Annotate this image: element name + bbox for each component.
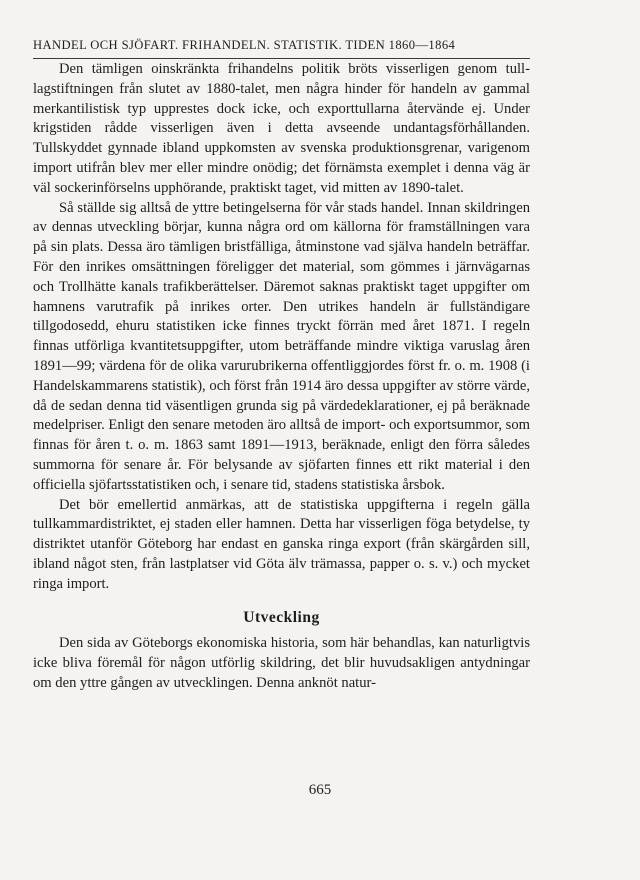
paragraph-3: Det bör emellertid anmärkas, att de statistiska uppgifterna i regeln gälla tullkammardistriktet, ej staden eller hamnen. Detta har visserligen föga betydelse, ty distriktet utanför Göteborg har endast en ganska ringa export (från skärgården sill, ibland något sten, från lastplatser vid Göta älv trämassa, papper o. s. v.) och mycket ringa import.: [33, 496, 530, 592]
section-heading: Utveckling: [243, 608, 320, 626]
body-text: [33, 60, 530, 694]
page-number: 665: [308, 782, 332, 798]
header-rule: [33, 58, 530, 59]
paragraph-2: Så ställde sig alltså de yttre betingelserna för vår stads handel. Innan skildringen av dennas utveckling börjar, kunna några ord om källorna för framställningen vara på sin plats. Dessa äro tämligen bristfälliga, åtminstone vad själva handeln beträffar. För den inrikes omsättningen föreligger det material, som gömmes i järnvägarnas och Trollhätte kanals trafikberättelser. Däremot saknas praktiskt taget uppgifter om hamnens varutrafik på inrikes orter. Den utrikes handeln är fullständigare tillgodosedd, ehuru statistiken icke finnes tryckt förrän med året 1871. I regeln finnas utförliga kvantitetsuppgifter, utom beträffande mindre viktiga varuslag åren 1891—99; värdena för de olika varurubrikerna offentliggjordes först fr. o. m. 1908 (i Handelskammarens statistik), och först från 1914 äro dessa uppgifter av större värde, då de sedan denna tid väsentligen grunda sig på värdedeklarationer, ej på beräknade medelpriser. Enligt den senare metoden äro alltså de import- och exportsummor, som finnas för åren t. o. m. 1863 samt 1891—1913, beräknade, enligt den förra således summorna för senare år. För belysande av sjöfarten finnes ett rikt material i den officiella sjöfartsstatistiken och, i senare tid, stadens statistiska årsbok.: [33, 199, 530, 493]
paragraph-1: Den tämligen oinskränkta frihandelns politik bröts visserligen genom tulllagstiftningen från slutet av 1880-talet, men några hinder för handeln av gammal merkantilistisk typ upprestes dock icke, och exporttullarna återvände ej. Under krigstiden rådde visserligen även i detta avseende undantagsförhållanden. Tullskyddet gynnade ibland uppkomsten av svenska produktionsgrenar, varigenom import utifrån blev mer eller mindre onödig; det förnämsta exemplet i denna väg är väl sockerinförselns upphörande, praktiskt taget, vid mitten av 1890-talet.: [33, 61, 530, 196]
section-paragraph: Den sida av Göteborgs ekonomiska historia, som här behandlas, kan naturligtvis icke bliva föremål för någon utförlig skildring, det blir huvudsakligen antydningar om den yttre gången av utvecklingen. Denna anknöt natur-: [33, 635, 530, 691]
running-head: HANDEL OCH SJÖFART. FRIHANDELN. STATISTIK. TIDEN 1860—1864: [33, 38, 456, 52]
